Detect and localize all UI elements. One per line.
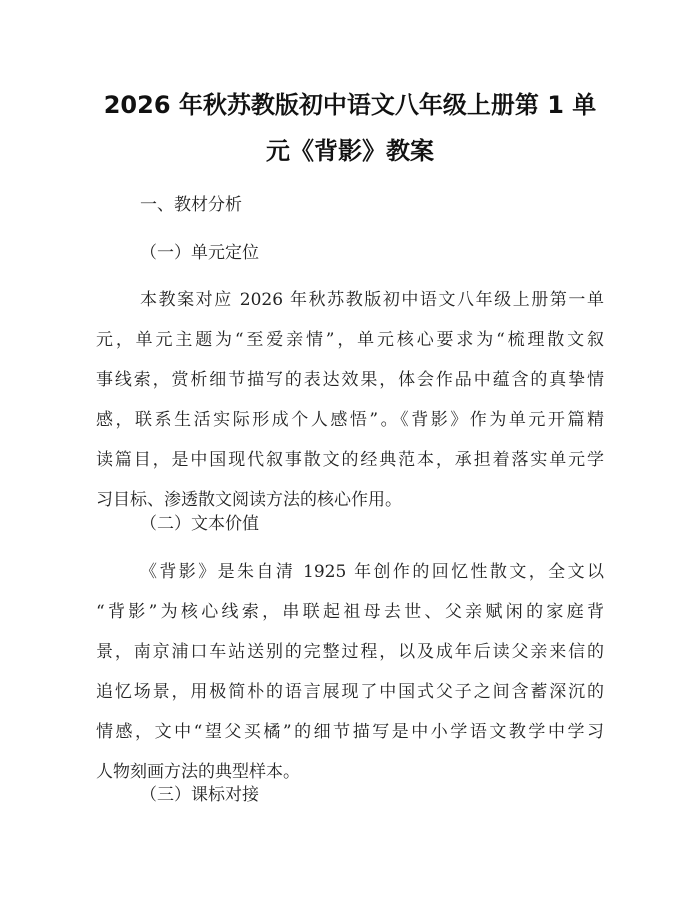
paragraph-unit-positioning bbox=[96, 280, 604, 520]
paragraph-line: “背影”为核心线索，串联起祖母去世、父亲赋闲的家庭背 bbox=[96, 602, 604, 622]
paragraph-line: 读篇目，是中国现代叙事散文的经典范本，承担着落实单元学 bbox=[96, 450, 604, 470]
paragraph-line: 《背影》是朱自清 1925 年创作的回忆性散文，全文以 bbox=[140, 562, 604, 582]
paragraph-line: 追忆场景，用极简朴的语言展现了中国式父子之间含蓄深沉的 bbox=[96, 682, 604, 702]
paragraph-line: 景，南京浦口车站送别的完整过程，以及成年后读父亲来信的 bbox=[96, 642, 604, 662]
paragraph-line: 本教案对应 2026 年秋苏教版初中语文八年级上册第一单 bbox=[140, 290, 604, 310]
document-title-line-2: 元《背影》教案 bbox=[266, 137, 434, 165]
paragraph-line: 事线索，赏析细节描写的表达效果，体会作品中蕴含的真挚情 bbox=[96, 370, 604, 390]
subsection-heading-text-value: （二）文本价值 bbox=[140, 514, 259, 534]
section-heading-materials-analysis: 一、教材分析 bbox=[140, 195, 242, 215]
subsection-heading-curriculum-alignment: （三）课标对接 bbox=[140, 785, 259, 805]
paragraph-line: 感，联系生活实际形成个人感悟”。《背影》作为单元开篇精 bbox=[96, 410, 604, 430]
paragraph-line: 习目标、渗透散文阅读方法的核心作用。 bbox=[96, 490, 402, 510]
paragraph-line: 情感，文中“望父买橘”的细节描写是中小学语文教学中学习 bbox=[96, 722, 604, 742]
subsection-heading-unit-positioning: （一）单元定位 bbox=[140, 243, 259, 263]
paragraph-line: 元，单元主题为“至爱亲情”，单元核心要求为“梳理散文叙 bbox=[96, 330, 604, 350]
paragraph-line: 人物刻画方法的典型样本。 bbox=[96, 762, 300, 782]
paragraph-text-value bbox=[96, 552, 604, 792]
document-title-line-1: 2026 年秋苏教版初中语文八年级上册第 1 单 bbox=[103, 91, 597, 119]
